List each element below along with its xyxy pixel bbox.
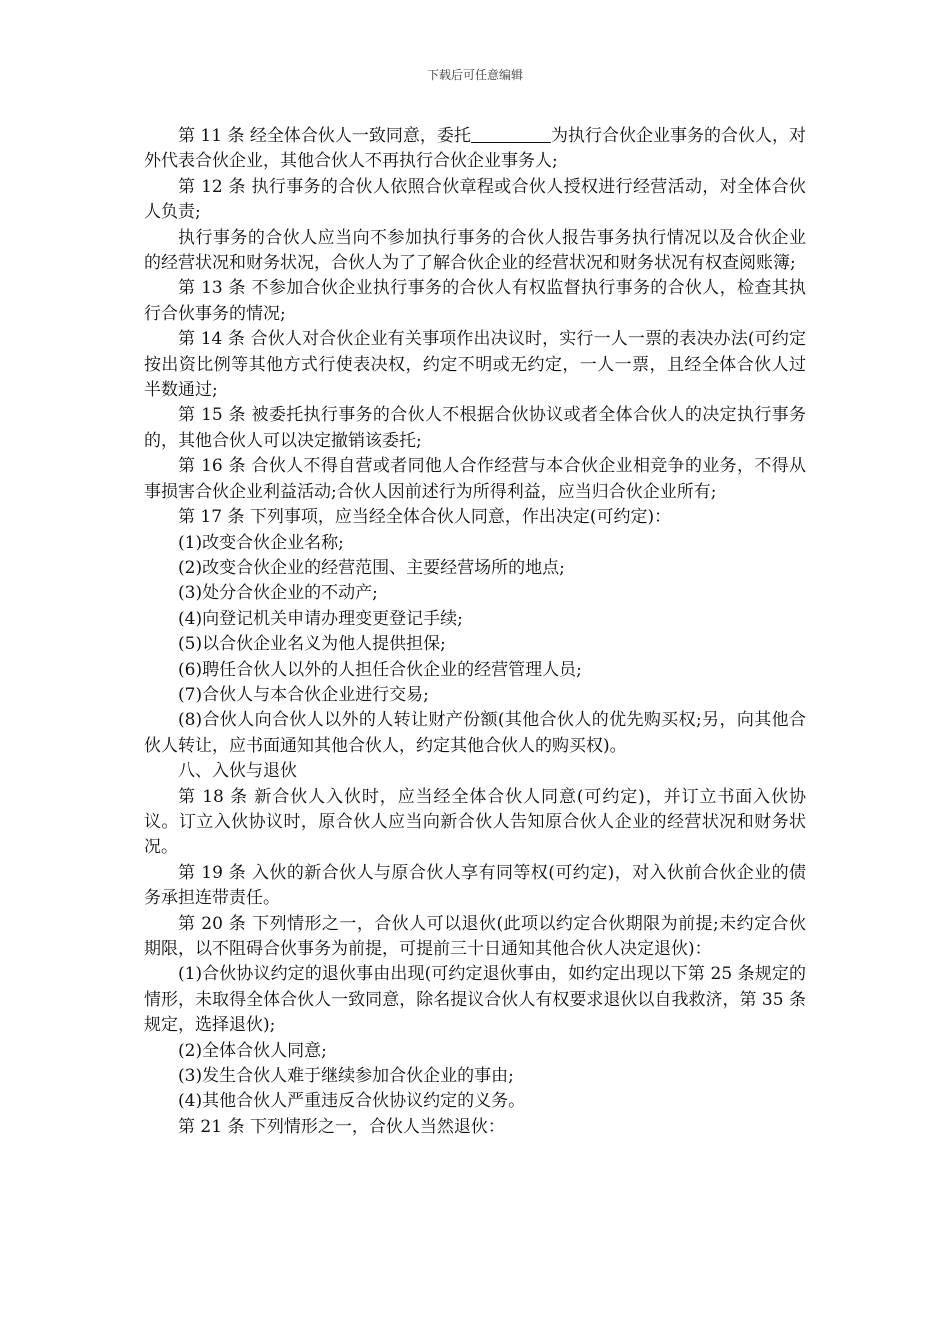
list-item: (4)其他合伙人严重违反合伙协议约定的义务。 (178, 1091, 526, 1112)
list-item: (2)全体合伙人同意; (178, 1040, 327, 1061)
paragraph-art-20: 第 20 条 下列情形之一，合伙人可以退伙(此项以约定合伙期限为前提;未约定合伙期限，以不阻碍合伙事务为前提，可提前三十日通知其他合伙人决定退伙)： (144, 913, 806, 959)
paragraph-art-12-detail: 执行事务的合伙人应当向不参加执行事务的合伙人报告事务执行情况以及合伙企业的经营状况和财务状况，合伙人为了了解合伙企业的经营状况和财务状况有权查阅账簿; (144, 227, 806, 274)
list-item: (4)向登记机关申请办理变更登记手续; (178, 608, 463, 629)
list-item: (6)聘任合伙人以外的人担任合伙企业的经营管理人员; (178, 659, 582, 680)
art-11-text-start: 第 11 条 经全体合伙人一致同意，委托 (178, 126, 471, 146)
paragraph-art-16: 第 16 条 合伙人不得自营或者同他人合作经营与本合伙企业相竞争的业务，不得从事损害合伙企业利益活动;合伙人因前述行为所得利益，应当归合伙企业所有; (144, 456, 806, 502)
paragraph-art-19: 第 19 条 入伙的新合伙人与原合伙人享有同等权(可约定)，对入伙前合伙企业的债务承担连带责任。 (144, 862, 806, 909)
list-item: (1)改变合伙企业名称; (178, 532, 344, 553)
paragraph-art-21: 第 21 条 下列情形之一，合伙人当然退伙： (178, 1116, 505, 1137)
paragraph-art-15: 第 15 条 被委托执行事务的合伙人不根据合伙协议或者全体合伙人的决定执行事务的，其他合伙人可以决定撤销该委托; (144, 405, 806, 451)
list-item: (3)处分合伙企业的不动产; (178, 583, 378, 604)
list-item: (5)以合伙企业名义为他人提供担保; (178, 634, 446, 655)
blank-underline (471, 126, 551, 143)
list-item: (3)发生合伙人难于继续参加合伙企业的事由; (178, 1066, 514, 1087)
paragraph-art-17: 第 17 条 下列事项，应当经全体合伙人同意，作出决定(可约定)： (178, 507, 672, 528)
paragraph-art-14: 第 14 条 合伙人对合伙企业有关事项作出决议时，实行一人一票的表决办法(可约定按出资比例等其他方式行使表决权，约定不明或无约定，一人一票，且经全体合伙人过半数通过; (144, 329, 806, 401)
list-item: (7)合伙人与本合伙企业进行交易; (178, 684, 429, 705)
paragraph-art-18: 第 18 条 新合伙人入伙时，应当经全体合伙人同意(可约定)，并订立书面入伙协议。订立入伙协议时，原合伙人应当向新合伙人告知原合伙人企业的经营状况和财务状况。 (144, 786, 806, 858)
paragraph-art-12: 第 12 条 执行事务的合伙人依照合伙章程或合伙人授权进行经营活动，对全体合伙人负责; (144, 176, 806, 223)
list-item: (2)改变合伙企业的经营范围、主要经营场所的地点; (178, 557, 565, 578)
paragraph-art-13: 第 13 条 不参加合伙企业执行事务的合伙人有权监督执行事务的合伙人，检查其执行合伙事务的情况; (144, 278, 806, 324)
paragraph-art-11 (144, 124, 806, 175)
section-heading: 八、入伙与退伙 (178, 761, 297, 782)
page-header: 下载后可任意编辑 (426, 68, 523, 82)
document-body (144, 124, 806, 1140)
art-11-text-end: 为执行合伙企业事务的合伙人，对外代表合伙企业，其他合伙人不再执行合伙企业事务人; (144, 126, 807, 172)
list-item: (1)合伙协议约定的退伙事由出现(可约定退伙事由，如约定出现以下第 25 条规定的情形，未取得全体合伙人一致同意，除名提议合伙人有权要求退伙以自我救济，第 35 条规定，选择退伙); (144, 964, 806, 1036)
list-item: (8)合伙人向合伙人以外的人转让财产份额(其他合伙人的优先购买权;另，向其他合伙人转让，应书面通知其他合伙人，约定其他合伙人的购买权)。 (144, 710, 806, 756)
